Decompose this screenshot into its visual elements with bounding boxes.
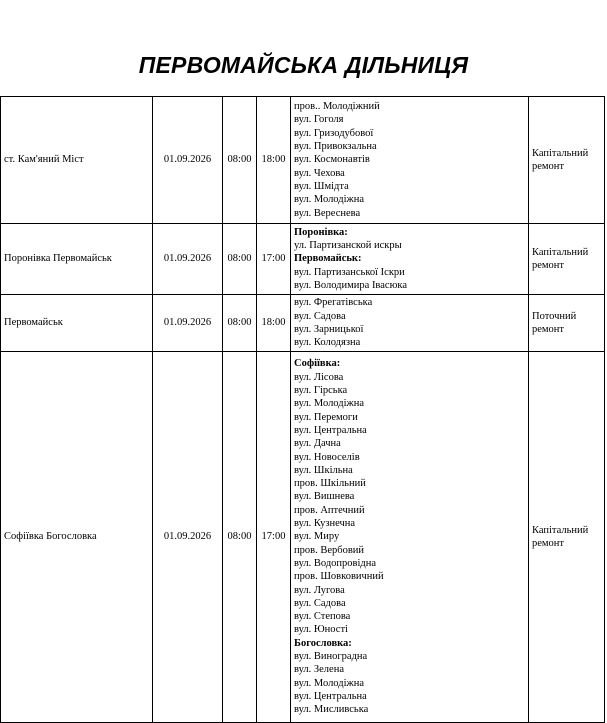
street-item: вул. Степова <box>294 611 351 623</box>
work-type-cell: Капітальний ремонт <box>529 97 605 224</box>
street-item: вул. Гірська <box>294 385 348 397</box>
street-item: пров. Шкільний <box>294 478 366 490</box>
settlement-cell: Софіївка Богословка <box>1 352 153 723</box>
street-item: вул. Мисливська <box>294 704 369 716</box>
work-type-cell: Поточний ремонт <box>529 295 605 352</box>
start-time-cell: 08:00 <box>223 352 257 723</box>
settlement-subheading: Софіївка: <box>294 358 341 370</box>
street-item: вул. Колодязна <box>294 337 361 349</box>
settlement-cell: Первомайськ <box>1 295 153 352</box>
street-item: вул. Вишнева <box>294 491 355 503</box>
street-item: вул. Центральна <box>294 424 367 436</box>
street-item: вул. Володимира Івасюка <box>294 279 408 291</box>
street-item: вул. Молодіжна <box>294 677 365 689</box>
streets-cell <box>291 295 529 352</box>
date-cell: 01.09.2026 <box>153 97 223 224</box>
table-row <box>1 295 605 352</box>
street-item: вул. Виноградна <box>294 651 368 663</box>
street-item: вул. Молодіжна <box>294 398 365 410</box>
street-item: вул. Миру <box>294 531 340 543</box>
start-time-cell: 08:00 <box>223 224 257 295</box>
street-item: вул. Космонавтів <box>294 154 370 166</box>
street-item: вул. Центральна <box>294 690 367 702</box>
streets-cell <box>291 97 529 224</box>
street-item: вул. Шкільна <box>294 464 353 476</box>
street-item: вул. Молодіжна <box>294 194 365 206</box>
street-item: вул. Зелена <box>294 664 344 676</box>
date-cell: 01.09.2026 <box>153 352 223 723</box>
table-row <box>1 97 605 224</box>
table-row <box>1 224 605 295</box>
street-item: вул. Зарницької <box>294 324 364 335</box>
end-time-cell: 18:00 <box>257 97 291 224</box>
street-item: пров. Вербовий <box>294 544 365 556</box>
end-time-cell: 17:00 <box>257 352 291 723</box>
street-item: вул. Юності <box>294 624 348 636</box>
street-item: вул. Шмідта <box>294 180 349 192</box>
outage-schedule-table <box>0 96 605 723</box>
street-item: вул. Гоголя <box>294 114 344 126</box>
street-item: вул. Новоселів <box>294 451 360 463</box>
start-time-cell: 08:00 <box>223 97 257 224</box>
settlement-cell: ст. Кам'яний Міст <box>1 97 153 224</box>
street-item: вул. Перемоги <box>294 411 358 423</box>
street-item: вул. Водопровідна <box>294 557 377 569</box>
start-time-cell: 08:00 <box>223 295 257 352</box>
work-type-cell: Капітальний ремонт <box>529 352 605 723</box>
street-item: пров. Шовковичний <box>294 571 384 583</box>
street-item: вул. Чехова <box>294 167 345 179</box>
street-item: вул. Садова <box>294 597 346 609</box>
page-title: ПЕРВОМАЙСЬКА ДІЛЬНИЦЯ <box>138 52 469 78</box>
street-item: вул. Гризодубової <box>294 127 374 139</box>
street-item: пров. Аптечний <box>294 504 365 516</box>
street-item: вул. Привокзальна <box>294 141 377 153</box>
end-time-cell: 17:00 <box>257 224 291 295</box>
street-item: вул. Фрегатівська <box>294 297 373 309</box>
street-item: вул. Лугова <box>294 584 345 596</box>
street-item: вул. Партизанської Іскри <box>294 266 405 278</box>
date-cell: 01.09.2026 <box>153 224 223 295</box>
street-item: вул. Садова <box>294 310 346 322</box>
streets-cell <box>291 224 529 295</box>
street-item: вул. Дачна <box>294 438 341 450</box>
street-item: вул. Вереснева <box>294 207 361 219</box>
street-item: пров.. Молодіжний <box>294 101 380 113</box>
settlement-subheading: Богословка: <box>294 637 352 649</box>
street-item: ул. Партизанской искры <box>294 240 402 252</box>
settlement-subheading: Первомайськ: <box>294 253 362 265</box>
end-time-cell: 18:00 <box>257 295 291 352</box>
table-row <box>1 352 605 723</box>
street-item: вул. Кузнечна <box>294 518 356 530</box>
date-cell: 01.09.2026 <box>153 295 223 352</box>
work-type-cell: Капітальний ремонт <box>529 224 605 295</box>
streets-cell <box>291 352 529 723</box>
settlement-cell: Поронівка Первомайськ <box>1 224 153 295</box>
settlement-subheading: Поронівка: <box>294 226 348 238</box>
street-item: вул. Лісова <box>294 371 344 383</box>
